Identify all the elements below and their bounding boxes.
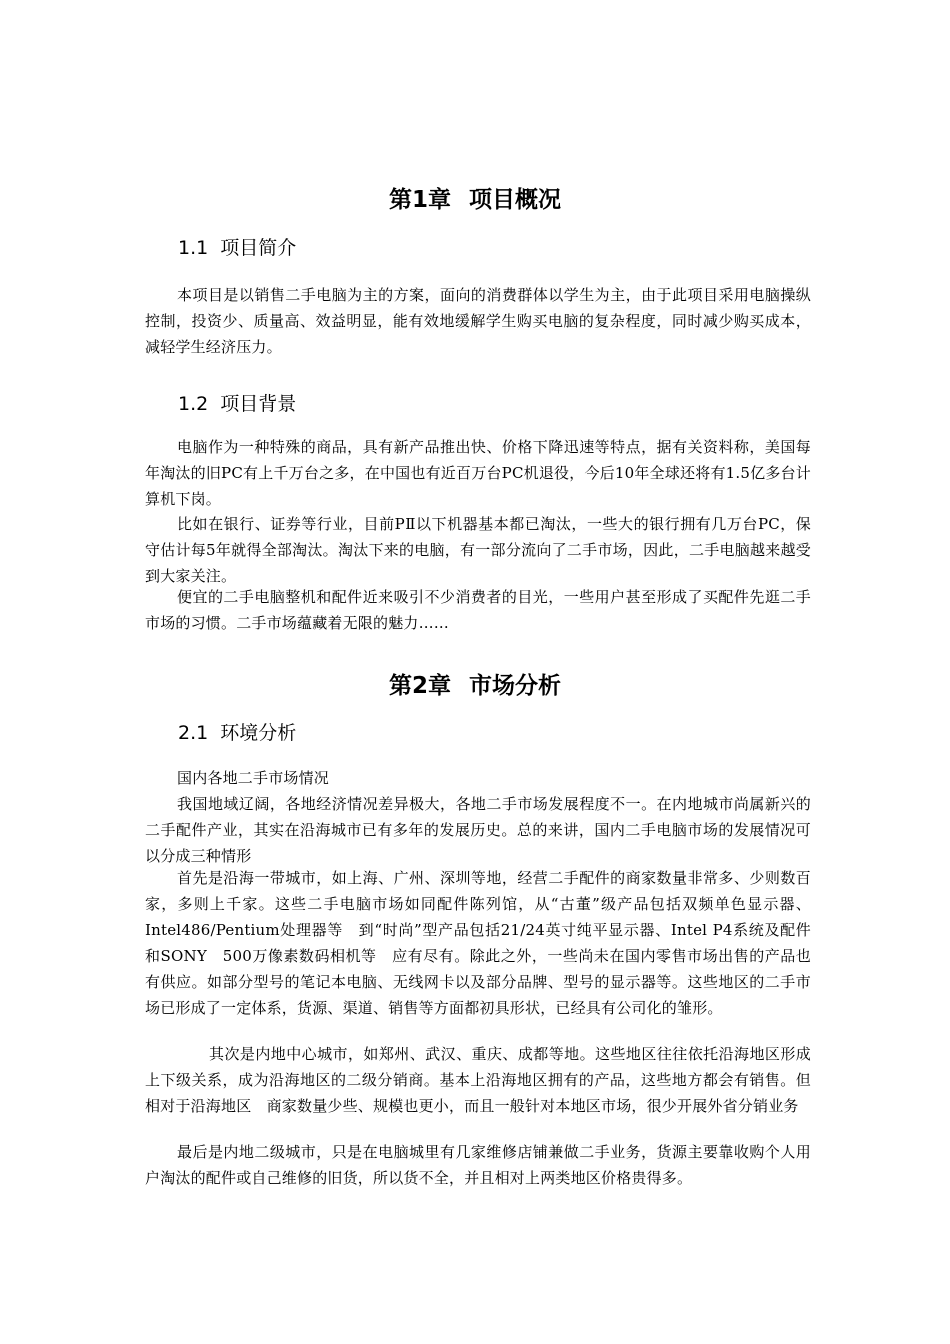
section-number: 2.1 [178, 722, 209, 744]
section-title-text: 环境分析 [220, 722, 297, 744]
section-number: 1.2 [178, 393, 209, 415]
section-title-text: 项目背景 [220, 393, 297, 415]
section-2-1-title [178, 720, 296, 746]
section-title-text: 项目简介 [220, 237, 297, 259]
section-2-1-paragraph-4: 其次是内地中心城市，如郑州、武汉、重庆、成都等地。这些地区往往依托沿海地区形成上下级关系，成为沿海地区的二级分销商。基本上沿海地区拥有的产品，这些地方都会有销售。但相对于沿海地区 商家数量少些、规模也更小，而且一般针对本地区市场，很少开展外省分销业务 [145, 1045, 811, 1115]
section-1-2-paragraph-3: 便宜的二手电脑整机和配件近来吸引不少消费者的目光，一些用户甚至形成了买配件先逛二手市场的习惯。二手市场蕴藏着无限的魅力…… [145, 588, 811, 632]
section-2-1-paragraph-3: 首先是沿海一带城市，如上海、广州、深圳等地，经营二手配件的商家数量非常多、少则数百家，多则上千家。这些二手电脑市场如同配件陈列馆，从“古董”级产品包括双频单色显示器、Intel486/Pentium处理器等 到“时尚”型产品包括21/24英寸纯平显示器、Intel P4系统及配件和SONY 500万像素数码相机等 应有尽有。除此之外，一些尚未在国内零售市场出售的产品也有供应。如部分型号的笔记本电脑、无线网卡以及部分品牌、型号的显示器等。这些地区的二手市场已形成了一定体系，货源、渠道、销售等方面都初具形状，已经具有公司化的雏形。 [145, 869, 811, 1017]
section-1-2-paragraph-2: 比如在银行、证券等行业，目前PⅡ以下机器基本都已淘汰，一些大的银行拥有几万台PC，保守估计每5年就得全部淘汰。淘汰下来的电脑，有一部分流向了二手市场，因此，二手电脑越来越受到大家关注。 [145, 515, 811, 585]
section-1-1-paragraph: 本项目是以销售二手电脑为主的方案，面向的消费群体以学生为主，由于此项目采用电脑操纵控制，投资少、质量高、效益明显，能有效地缓解学生购买电脑的复杂程度，同时减少购买成本，减轻学生经济压力。 [145, 286, 811, 356]
section-2-1-paragraph-5: 最后是内地二级城市，只是在电脑城里有几家维修店铺兼做二手业务，货源主要靠收购个人用户淘汰的配件或自己维修的旧货，所以货不全，并且相对上两类地区价格贵得多。 [145, 1143, 811, 1187]
section-1-2-title [178, 391, 296, 417]
section-2-1-paragraph-2: 我国地域辽阔，各地经济情况差异极大，各地二手市场发展程度不一。在内地城市尚属新兴的二手配件产业，其实在沿海城市已有多年的发展历史。总的来讲，国内二手电脑市场的发展情况可以分成三种情形 [145, 795, 811, 865]
chapter-number: 第2章 [388, 673, 451, 699]
section-1-2-paragraph-1: 电脑作为一种特殊的商品，具有新产品推出快、价格下降迅速等特点，据有关资料称，美国每年淘汰的旧PC有上千万台之多，在中国也有近百万台PC机退役，今后10年全球还将有1.5亿多台计算机下岗。 [145, 438, 811, 508]
section-2-1-paragraph-1: 国内各地二手市场情况 [177, 769, 330, 787]
section-number: 1.1 [178, 237, 209, 259]
chapter-number: 第1章 [388, 187, 451, 213]
chapter-title-text: 市场分析 [469, 673, 561, 699]
chapter-2-title [0, 671, 950, 701]
chapter-title-text: 项目概况 [469, 187, 561, 213]
chapter-1-title [0, 185, 950, 215]
section-1-1-title [178, 235, 296, 261]
